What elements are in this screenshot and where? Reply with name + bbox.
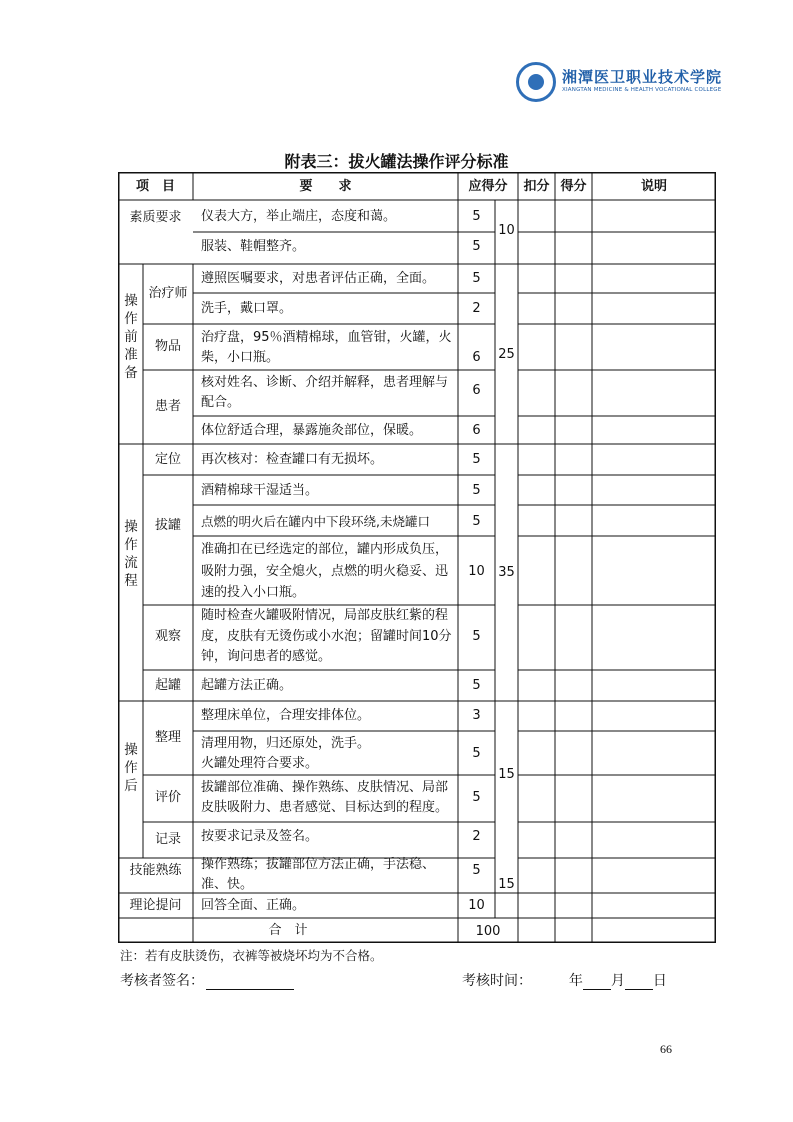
sub-record: 记录 [154, 832, 181, 847]
footnote: 注：若有皮肤烫伤，衣裤等被烧坏均为不合格。 [120, 948, 383, 963]
header-got: 得分 [560, 179, 587, 194]
item-score: 5 [472, 678, 481, 693]
sub-goods: 物品 [154, 339, 181, 354]
req-row: 起罐方法正确。 [201, 678, 293, 693]
item-score: 3 [472, 708, 481, 723]
item-score: 5 [472, 790, 481, 805]
sub-evaluate: 评价 [154, 790, 181, 805]
item-score: 5 [472, 209, 481, 224]
req-row: 酒精棉球干湿适当。 [201, 483, 319, 498]
req-row: 操作熟练；拔罐部位方法正确，手法稳、准、快。 [201, 857, 436, 892]
group-score: 15 [498, 877, 515, 892]
logo-chinese-name: 湘潭医卫职业技术学院 [562, 68, 723, 86]
group-score: 25 [498, 347, 515, 362]
req-row: 核对姓名、诊断、介绍并解释，患者理解与配合。 [201, 375, 449, 410]
item-score: 5 [472, 452, 481, 467]
item-score: 5 [472, 514, 481, 529]
signer-field [120, 970, 294, 990]
header-explain: 说明 [640, 179, 667, 194]
sub-observe: 观察 [154, 629, 181, 644]
sub-remove: 起罐 [154, 678, 181, 693]
item-score: 6 [472, 383, 481, 398]
req-row: 准确扣在已经选定的部位，罐内形成负压，吸附力强，安全熄火，点燃的明火稳妥、迅速的投入小口瓶。 [201, 542, 449, 600]
item-score: 5 [472, 629, 481, 644]
section-skill: 技能熟练 [129, 863, 182, 878]
sub-patient: 患者 [154, 399, 181, 414]
total-label: 合 计 [268, 923, 308, 938]
sub-cup: 拔罐 [154, 518, 181, 533]
req-row: 遵照医嘱要求，对患者评估正确，全面。 [201, 271, 436, 286]
req-row: 仪表大方，举止端庄，态度和蔼。 [201, 209, 397, 224]
req-row: 洗手，戴口罩。 [201, 301, 293, 316]
req-row: 治疗盘，95％酒精棉球，血管钳，火罐，火柴，小口瓶。 [201, 330, 452, 365]
item-score: 5 [472, 271, 481, 286]
item-score: 6 [472, 350, 481, 365]
req-row: 拔罐部位准确、操作熟练、皮肤情况、局部皮肤吸附力、患者感觉、目标达到的程度。 [201, 780, 449, 815]
req-row: 再次核对：检查罐口有无损坏。 [201, 452, 384, 467]
group-score: 10 [498, 223, 515, 238]
req-row: 点燃的明火后在罐内中下段环绕,未烧罐口 [201, 514, 430, 529]
item-score: 10 [468, 564, 485, 579]
total-score: 100 [475, 924, 501, 939]
item-score: 2 [472, 301, 481, 316]
req-row: 体位舒适合理，暴露施灸部位，保暖。 [201, 423, 423, 438]
req-row: 按要求记录及签名。 [201, 829, 319, 844]
header-deduct: 扣分 [523, 179, 550, 194]
sub-locate: 定位 [154, 452, 181, 467]
time-label: 考核时间： [462, 973, 532, 989]
header-item: 项 目 [135, 179, 175, 194]
item-score: 10 [468, 898, 485, 913]
signer-blank[interactable] [206, 973, 294, 990]
section-theory: 理论提问 [129, 898, 182, 913]
item-score: 6 [472, 423, 481, 438]
scoring-table [118, 172, 716, 943]
req-row: 回答全面、正确。 [201, 898, 306, 913]
month-label: 月 [610, 973, 625, 989]
section-after: 操作后 [124, 742, 138, 794]
item-score: 5 [472, 239, 481, 254]
page-number: 66 [660, 1042, 672, 1056]
header-score: 应得分 [468, 179, 508, 194]
section-quality: 素质要求 [129, 210, 182, 225]
logo-english-name: XIANGTAN MEDICINE & HEALTH VOCATIONAL COLLEGE [562, 87, 722, 93]
req-row: 清理用物，归还原处，洗手。 [201, 736, 371, 751]
section-process: 操作流程 [124, 519, 138, 589]
year-label: 年 [568, 973, 583, 989]
item-score: 5 [472, 863, 481, 878]
req-row: 火罐处理符合要求。 [201, 756, 319, 771]
college-seal-icon [516, 62, 556, 102]
sub-arrange: 整理 [154, 730, 181, 745]
sub-doctor: 治疗师 [148, 286, 188, 301]
day-blank[interactable] [625, 973, 653, 990]
month-blank[interactable] [583, 973, 611, 990]
section-prep: 操作前准备 [124, 293, 138, 381]
group-score: 15 [498, 767, 515, 782]
item-score: 5 [472, 483, 481, 498]
item-score: 2 [472, 829, 481, 844]
day-label: 日 [652, 973, 667, 989]
req-row: 整理床单位，合理安排体位。 [201, 708, 371, 723]
req-row: 服装、鞋帽整齐。 [201, 239, 306, 254]
group-score: 35 [498, 565, 515, 580]
page-title: 附表三：拔火罐法操作评分标准 [284, 152, 509, 171]
req-row: 随时检查火罐吸附情况，局部皮肤红紫的程度，皮肤有无烫伤或小水泡；留罐时间10分钟，询问患者的感觉。 [201, 608, 452, 664]
signer-label: 考核者签名： [120, 973, 204, 989]
college-logo [516, 56, 736, 110]
exam-time-field [462, 970, 667, 990]
header-requirement: 要 求 [299, 179, 352, 194]
item-score: 5 [472, 746, 481, 761]
